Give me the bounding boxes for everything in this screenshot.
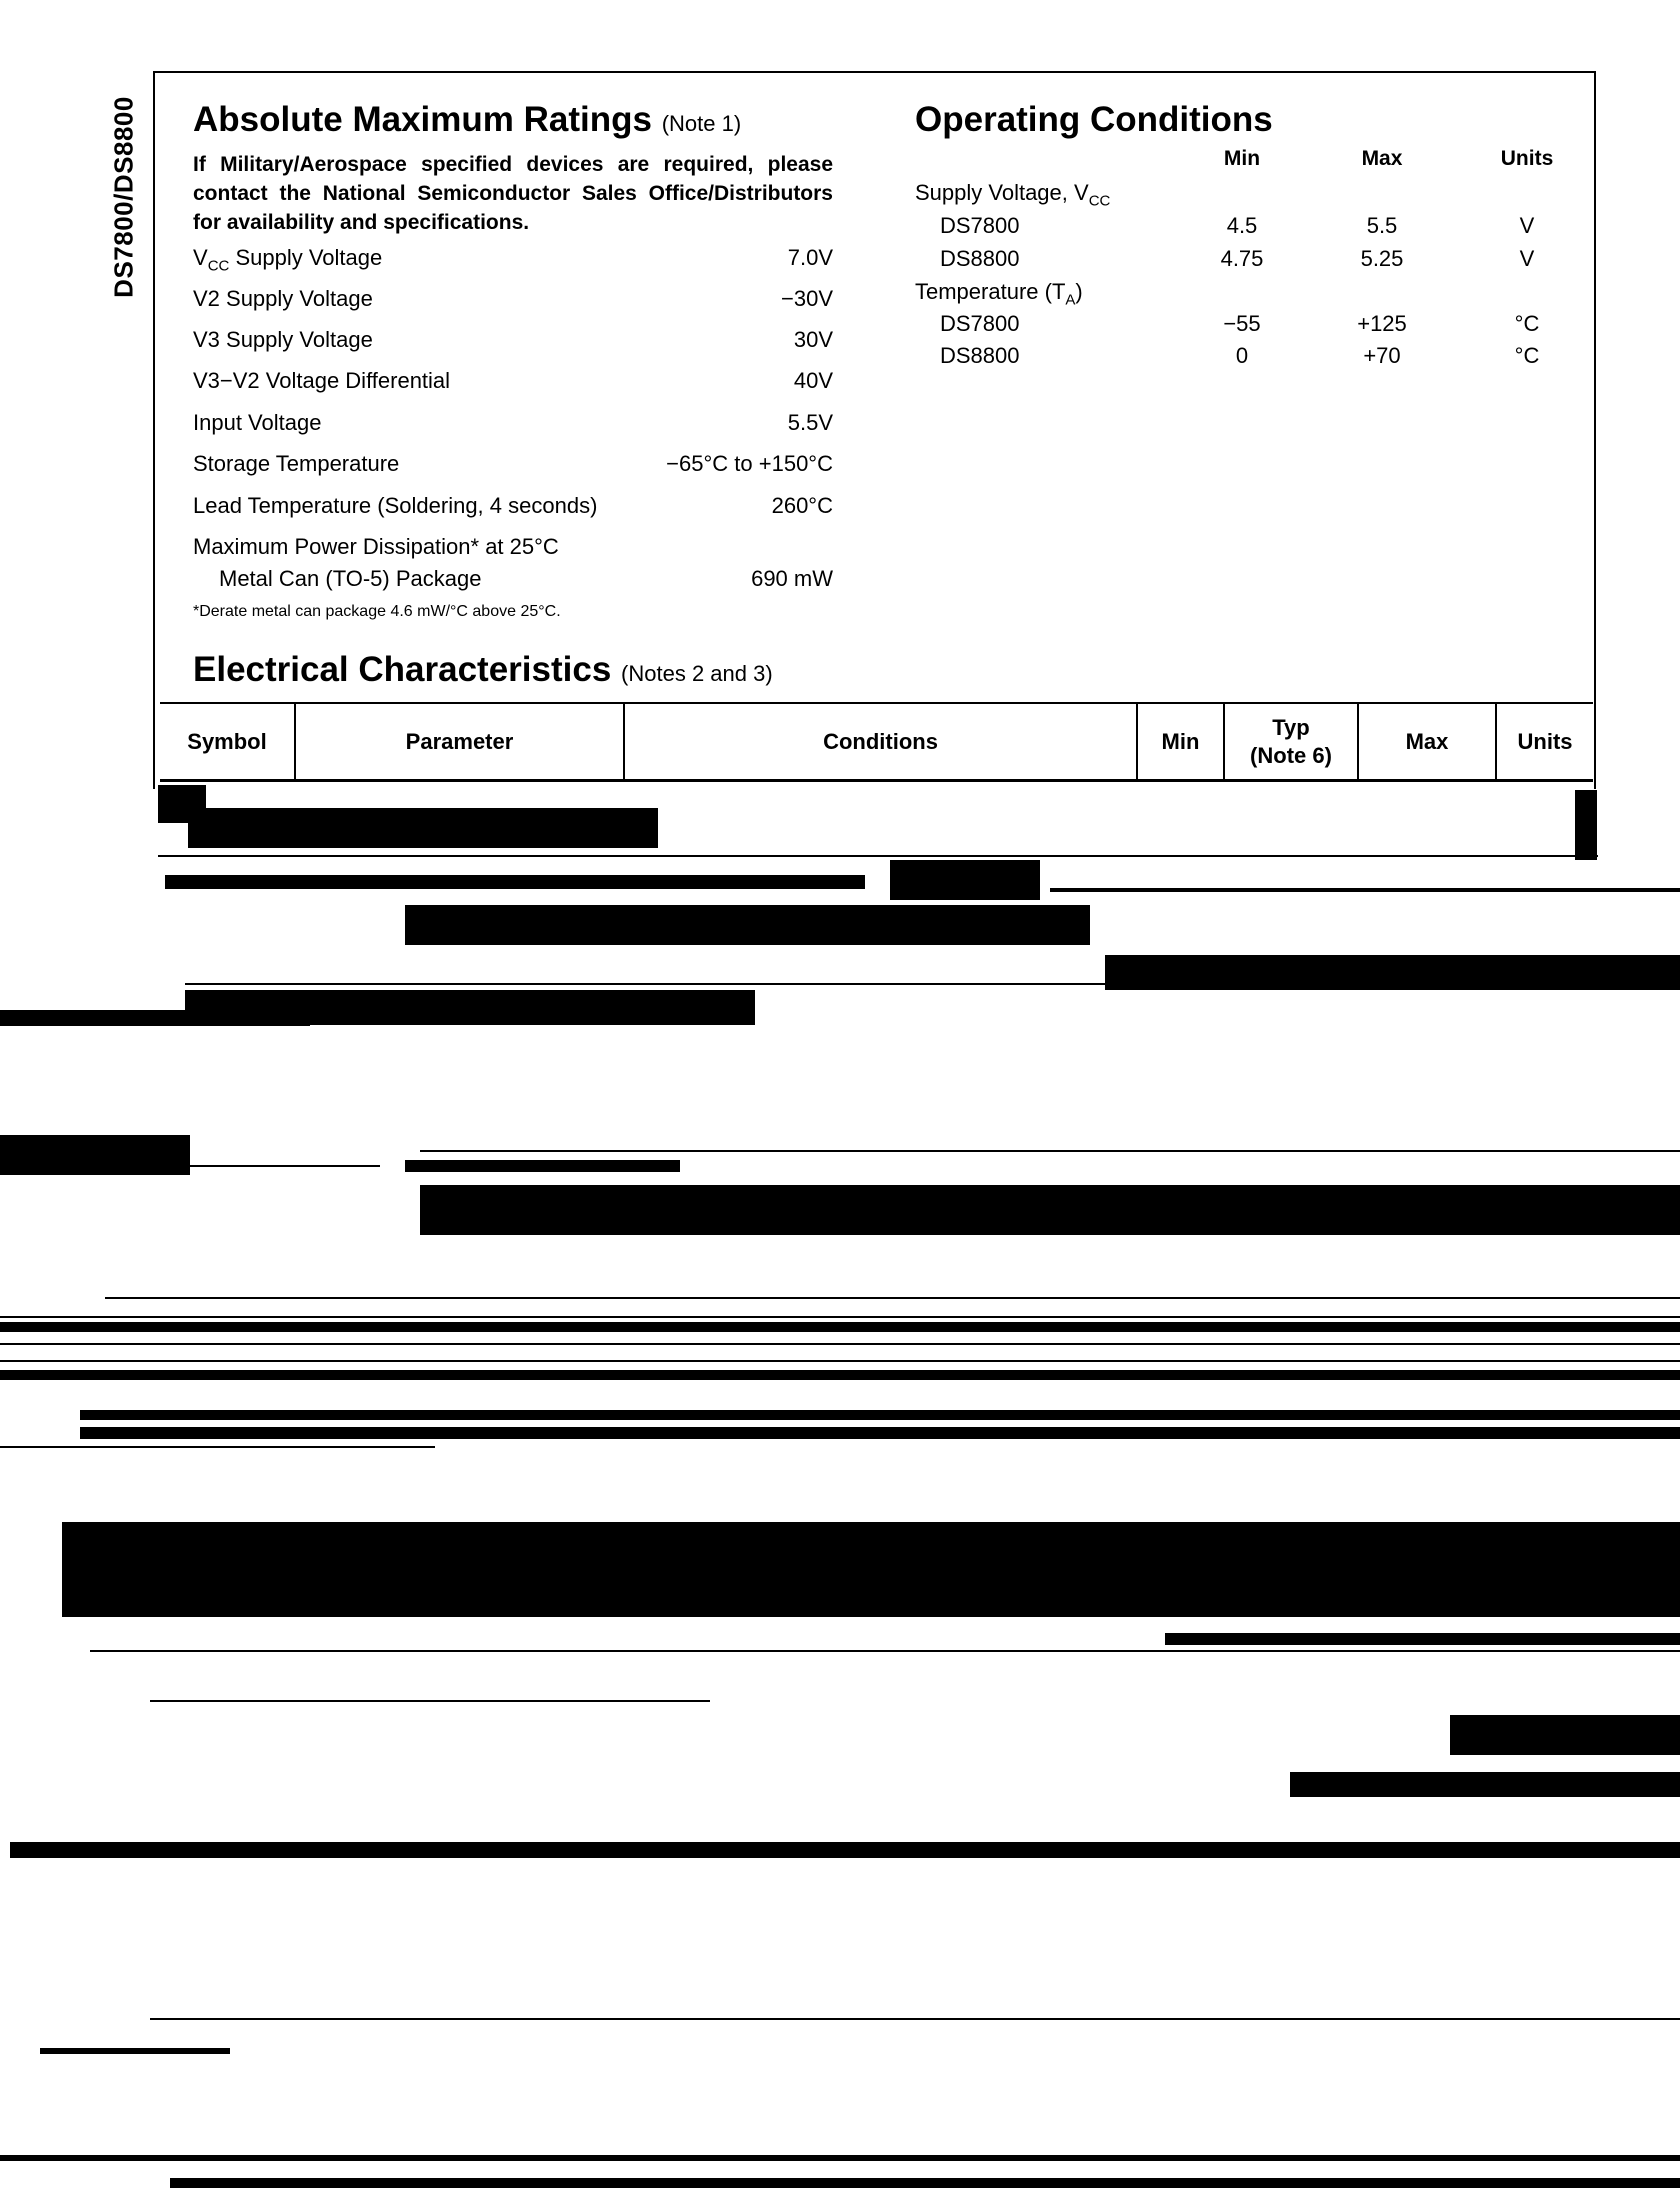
rating-value: 40V (793, 368, 833, 393)
oc-units: °C (1514, 311, 1540, 336)
oc-row-name: DS8800 (940, 246, 1020, 271)
rating-label: Metal Can (TO-5) Package (219, 566, 482, 591)
derating-footnote: *Derate metal can package 4.6 mW/°C above 25°C. (193, 603, 561, 620)
artifact (80, 1427, 1680, 1439)
rating-label: Maximum Power Dissipation* at 25°C (193, 534, 559, 559)
rating-value: −30V (781, 286, 833, 311)
col-max-header: Max (1361, 147, 1403, 170)
artifact (170, 2178, 1680, 2188)
rating-label: V3 Supply Voltage (193, 327, 373, 352)
artifact (405, 905, 1090, 945)
col-parameter: Parameter (294, 704, 623, 779)
elec-table-header (160, 702, 1593, 782)
oc-min: −55 (1223, 311, 1261, 336)
artifact (1050, 888, 1680, 892)
artifact (1290, 1772, 1680, 1797)
abs-max-heading (193, 100, 741, 140)
col-typ-note: (Note 6) (1250, 742, 1332, 768)
artifact (405, 1160, 680, 1172)
oc-max: +125 (1357, 311, 1407, 336)
artifact (185, 990, 755, 1025)
rating-row (193, 534, 833, 564)
artifact (150, 1700, 710, 1702)
side-part-number (104, 72, 144, 322)
rating-value: 5.5V (787, 410, 833, 435)
col-units: Units (1495, 704, 1593, 779)
rating-value: −65°C to +150°C (666, 451, 833, 476)
rating-label: Lead Temperature (Soldering, 4 seconds) (193, 493, 598, 518)
oc-units: °C (1514, 343, 1540, 368)
oc-row-name: DS8800 (940, 343, 1020, 368)
rating-value: 690 mW (751, 566, 833, 591)
artifact (0, 1446, 435, 1448)
artifact (105, 1297, 1680, 1299)
oc-units: V (1519, 246, 1535, 271)
col-typ-label: Typ (1272, 714, 1310, 740)
abs-max-note: (Note 1) (661, 111, 742, 136)
rating-label: Input Voltage (193, 410, 322, 435)
artifact (80, 1410, 1680, 1420)
col-symbol: Symbol (187, 728, 267, 754)
col-min-header: Min (1223, 147, 1261, 170)
op-cond-heading (915, 100, 1273, 140)
rating-row (193, 368, 833, 398)
rating-value: 30V (793, 327, 833, 352)
oc-max: 5.25 (1360, 246, 1404, 271)
artifact (35, 1165, 380, 1167)
artifact (890, 860, 1040, 900)
artifact (1575, 790, 1597, 860)
artifact (188, 808, 658, 848)
oc-max: +70 (1363, 343, 1401, 368)
col-conditions: Conditions (623, 704, 1136, 779)
artifact (40, 2048, 230, 2054)
artifact (0, 2155, 1680, 2161)
elec-heading (193, 650, 773, 690)
artifact (0, 1370, 1680, 1380)
oc-min: 4.5 (1226, 213, 1258, 238)
artifact (165, 875, 865, 889)
oc-min: 0 (1235, 343, 1249, 368)
artifact (10, 1842, 1680, 1858)
supply-voltage-label: Supply Voltage, $V_{CC}$ (915, 180, 1111, 210)
artifact (90, 1650, 1680, 1652)
rating-label: V2 Supply Voltage (193, 286, 373, 311)
oc-max: 5.5 (1366, 213, 1398, 238)
col-units-header: Units (1500, 147, 1554, 170)
op-cond-title: Operating Conditions (915, 100, 1273, 139)
artifact (0, 1135, 190, 1175)
oc-row-name: DS7800 (940, 213, 1020, 238)
rating-label: Storage Temperature (193, 451, 400, 476)
rating-label: V3−V2 Voltage Differential (193, 368, 451, 393)
col-typ (1223, 704, 1357, 779)
rating-row (193, 245, 833, 275)
rating-label: $V_{CC}$ Supply Voltage (193, 245, 383, 275)
elec-title: Electrical Characteristics (193, 650, 612, 689)
oc-min: 4.75 (1220, 246, 1264, 271)
rating-row (193, 410, 833, 440)
artifact (1165, 1633, 1680, 1645)
artifact (0, 1322, 1680, 1332)
rating-row (193, 451, 833, 481)
artifact (150, 2018, 1680, 2020)
rating-row (193, 493, 833, 523)
rating-value: 260°C (771, 493, 833, 518)
artifact (420, 1150, 1680, 1152)
artifact (0, 1343, 1680, 1345)
artifact (0, 1316, 1680, 1318)
rating-row (193, 327, 833, 357)
abs-max-title: Absolute Maximum Ratings (193, 100, 652, 139)
oc-units: V (1519, 213, 1535, 238)
artifact (0, 1360, 1680, 1362)
col-max: Max (1357, 704, 1495, 779)
elec-note: (Notes 2 and 3) (621, 661, 773, 686)
procurement-notice: If Military/Aerospace specified devices are required, please contact the National Semiconductor Sales Office/Distributors for availability and specifications. (193, 153, 833, 234)
rating-row (193, 286, 833, 316)
artifact (185, 983, 1680, 985)
artifact (62, 1522, 1680, 1617)
oc-row-name: DS7800 (940, 311, 1020, 336)
artifact (158, 855, 1598, 857)
col-min: Min (1136, 704, 1223, 779)
rating-row (193, 566, 833, 596)
temperature-label: Temperature $(T_A)$ (915, 279, 1083, 309)
rating-value: 7.0V (787, 245, 833, 270)
artifact (420, 1185, 1680, 1235)
side-part-number-text: DS7800/DS8800 (108, 96, 139, 298)
artifact (1450, 1715, 1680, 1755)
